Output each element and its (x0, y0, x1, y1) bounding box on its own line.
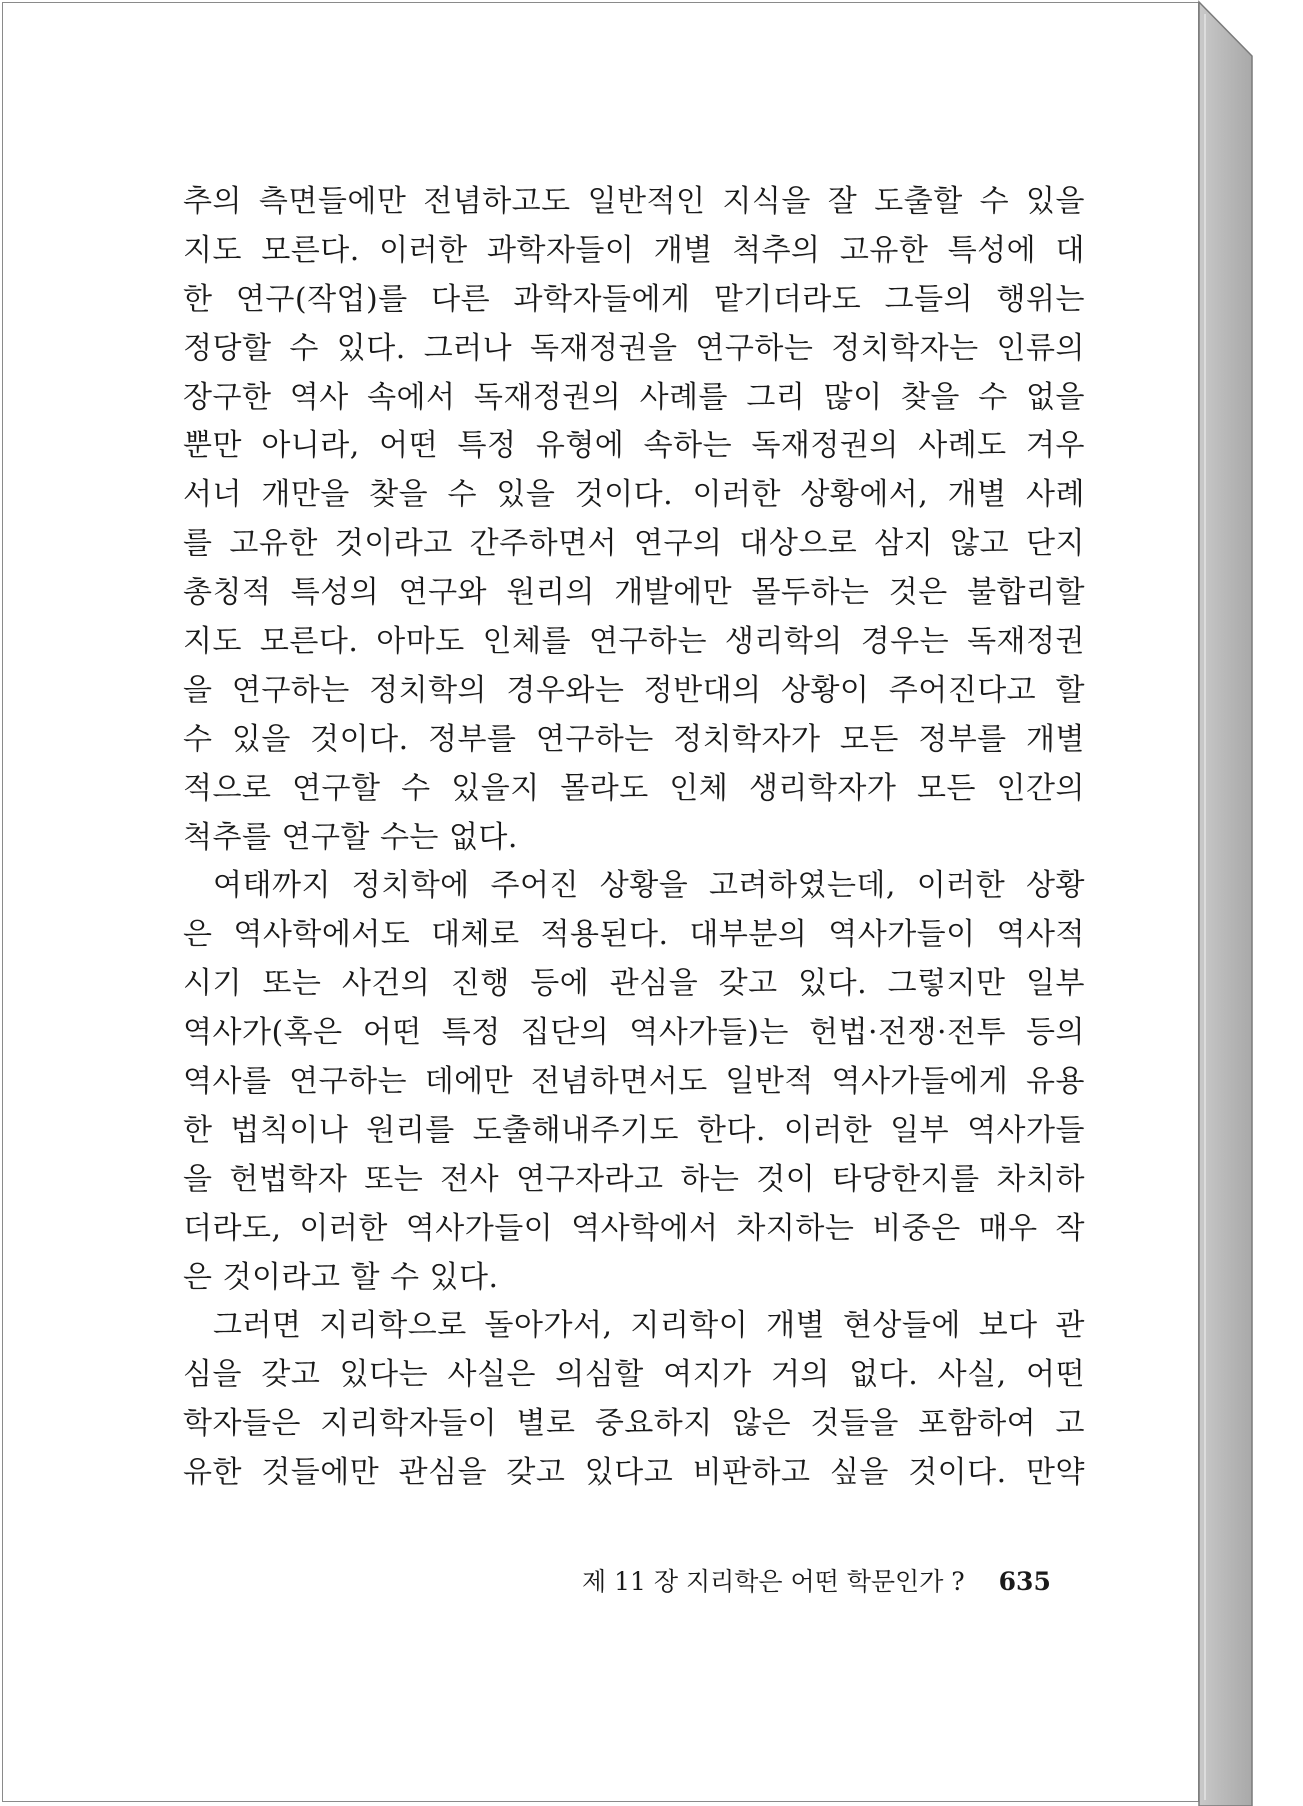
page-number: 635 (998, 1567, 1051, 1596)
text-line: 지도 모른다. 아마도 인체를 연구하는 생리학의 경우는 독재정권 (183, 624, 1085, 660)
text-line: 를 고유한 것이라고 간주하면서 연구의 대상으로 삼지 않고 단지 (183, 526, 1085, 562)
text-line: 총칭적 특성의 연구와 원리의 개발에만 몰두하는 것은 불합리할 (183, 575, 1085, 611)
text-line: 장구한 역사 속에서 독재정권의 사례를 그리 많이 찾을 수 없을 (183, 379, 1085, 415)
text-line: 역사를 연구하는 데에만 전념하면서도 일반적 역사가들에게 유용 (183, 1064, 1085, 1100)
text-line: 여태까지 정치학에 주어진 상황을 고려하였는데, 이러한 상황 (213, 868, 1085, 904)
text-line: 뿐만 아니라, 어떤 특정 유형에 속하는 독재정권의 사례도 겨우 (183, 428, 1085, 464)
running-chapter-title: 제 11 장 지리학은 어떤 학문인가 ? (582, 1567, 965, 1596)
text-line: 은 역사학에서도 대체로 적용된다. 대부분의 역사가들이 역사적 (183, 917, 1085, 953)
text-line: 한 연구(작업)를 다른 과학자들에게 맡기더라도 그들의 행위는 (183, 281, 1085, 317)
text-line: 더라도, 이러한 역사가들이 역사학에서 차지하는 비중은 매우 작 (183, 1210, 1085, 1246)
text-line: 척추를 연구할 수는 없다. (183, 819, 518, 855)
text-line: 적으로 연구할 수 있을지 몰라도 인체 생리학자가 모든 인간의 (183, 770, 1085, 806)
text-line: 유한 것들에만 관심을 갖고 있다고 비판하고 싶을 것이다. 만약 (183, 1455, 1085, 1491)
text-line: 그러면 지리학으로 돌아가서, 지리학이 개별 현상들에 보다 관 (213, 1308, 1085, 1344)
text-line: 을 연구하는 정치학의 경우와는 정반대의 상황이 주어진다고 할 (183, 672, 1085, 708)
paragraph-3 (183, 1302, 1085, 1498)
text-line: 수 있을 것이다. 정부를 연구하는 정치학자가 모든 정부를 개별 (183, 721, 1085, 757)
text-line: 한 법칙이나 원리를 도출해내주기도 한다. 이러한 일부 역사가들 (183, 1112, 1085, 1148)
body-text (183, 178, 1085, 1498)
text-line: 심을 갖고 있다는 사실은 의심할 여지가 거의 없다. 사실, 어떤 (183, 1357, 1085, 1393)
paragraph-2 (183, 862, 1085, 1302)
text-line: 학자들은 지리학자들이 별로 중요하지 않은 것들을 포함하여 고 (183, 1406, 1085, 1442)
text-line: 은 것이라고 할 수 있다. (183, 1259, 499, 1295)
paragraph-1 (183, 178, 1085, 862)
text-line: 을 헌법학자 또는 전사 연구자라고 하는 것이 타당한지를 차치하 (183, 1161, 1085, 1197)
page-footer (582, 1562, 1062, 1598)
text-line: 역사가(혹은 어떤 특정 집단의 역사가들)는 헌법·전쟁·전투 등의 (183, 1015, 1085, 1051)
text-line: 추의 측면들에만 전념하고도 일반적인 지식을 잘 도출할 수 있을 (183, 184, 1085, 219)
text-line: 정당할 수 있다. 그러나 독재정권을 연구하는 정치학자는 인류의 (183, 330, 1085, 366)
book-edge-side (1199, 2, 1252, 1806)
text-line: 서너 개만을 찾을 수 있을 것이다. 이러한 상황에서, 개별 사례 (183, 477, 1085, 513)
text-line: 지도 모른다. 이러한 과학자들이 개별 척추의 고유한 특성에 대 (183, 232, 1085, 268)
text-line: 시기 또는 사건의 진행 등에 관심을 갖고 있다. 그렇지만 일부 (183, 966, 1085, 1002)
